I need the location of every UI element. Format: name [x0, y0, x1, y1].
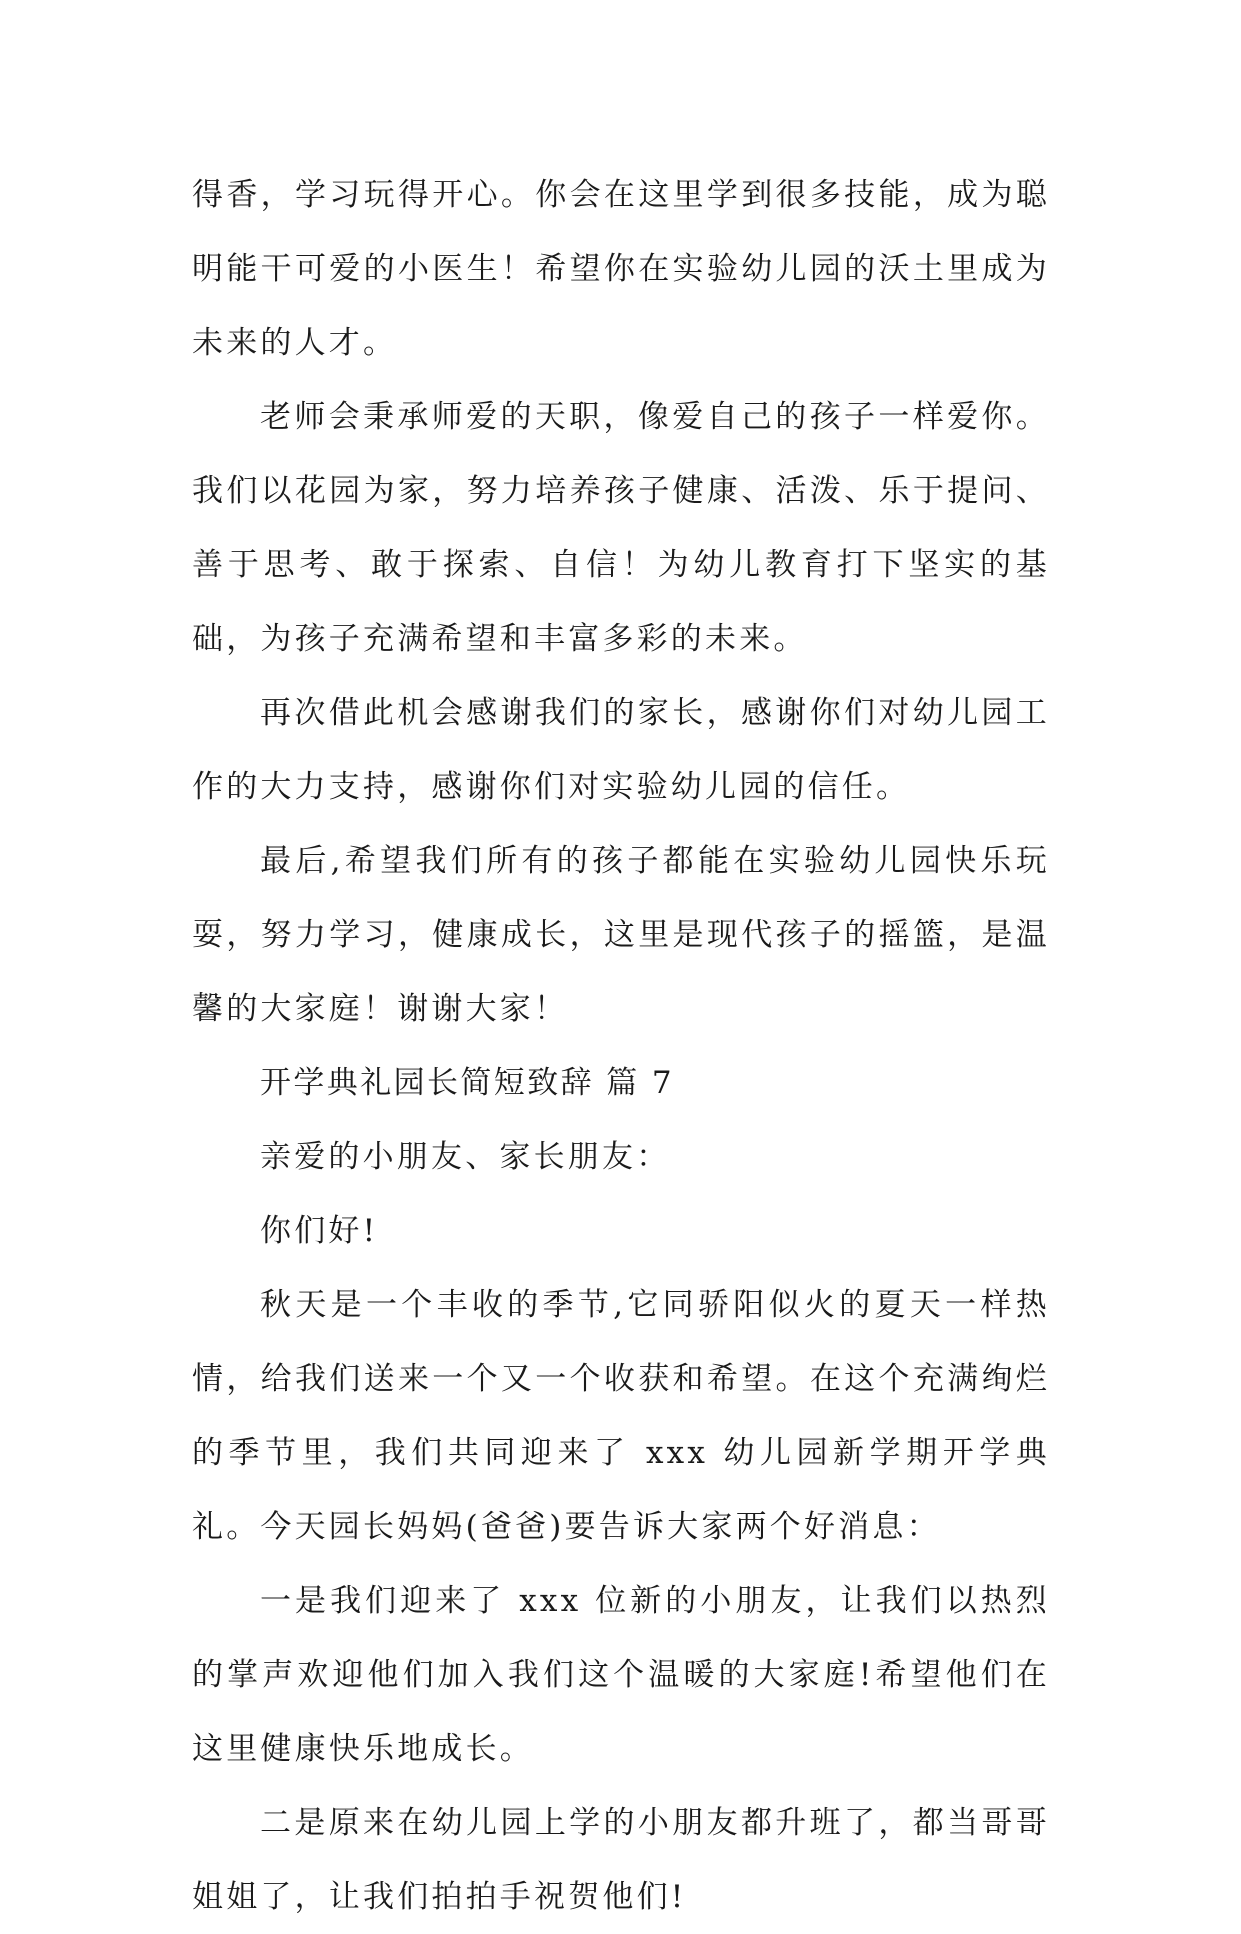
- paragraph-news-two: 二是原来在幼儿园上学的小朋友都升班了，都当哥哥姐姐了，让我们拍拍手祝贺他们!: [192, 1805, 1050, 1915]
- paragraph-teachers: 老师会秉承师爱的天职，像爱自己的孩子一样爱你。我们以花园为家，努力培养孩子健康、活泼、乐于提问、善于思考、敢于探索、自信！为幼儿教育打下坚实的基础，为孩子充满希望和丰富多彩的未来。: [192, 399, 1050, 657]
- greeting: 你们好!: [260, 1213, 379, 1249]
- paragraph-autumn: 秋天是一个丰收的季节,它同骄阳似火的夏天一样热情，给我们送来一个又一个收获和希望。在这个充满绚烂的季节里，我们共同迎来了 xxx 幼儿园新学期开学典礼。今天园长妈妈(爸爸)要告诉大家两个好消息：: [192, 1287, 1050, 1545]
- section-heading: 开学典礼园长简短致辞 篇 7: [260, 1065, 675, 1101]
- paragraph-thanks-parents: 再次借此机会感谢我们的家长，感谢你们对幼儿园工作的大力支持，感谢你们对实验幼儿园的信任。: [192, 695, 1050, 805]
- paragraph-continuation: 得香，学习玩得开心。你会在这里学到很多技能，成为聪明能干可爱的小医生！希望你在实验幼儿园的沃土里成为未来的人才。: [192, 177, 1050, 361]
- paragraph-closing: 最后,希望我们所有的孩子都能在实验幼儿园快乐玩耍，努力学习，健康成长，这里是现代孩子的摇篮，是温馨的大家庭！谢谢大家！: [192, 843, 1050, 1027]
- paragraph-news-one: 一是我们迎来了 xxx 位新的小朋友，让我们以热烈的掌声欢迎他们加入我们这个温暖的大家庭!希望他们在这里健康快乐地成长。: [192, 1583, 1050, 1767]
- salutation: 亲爱的小朋友、家长朋友：: [260, 1139, 671, 1175]
- document-body: [192, 158, 1050, 1934]
